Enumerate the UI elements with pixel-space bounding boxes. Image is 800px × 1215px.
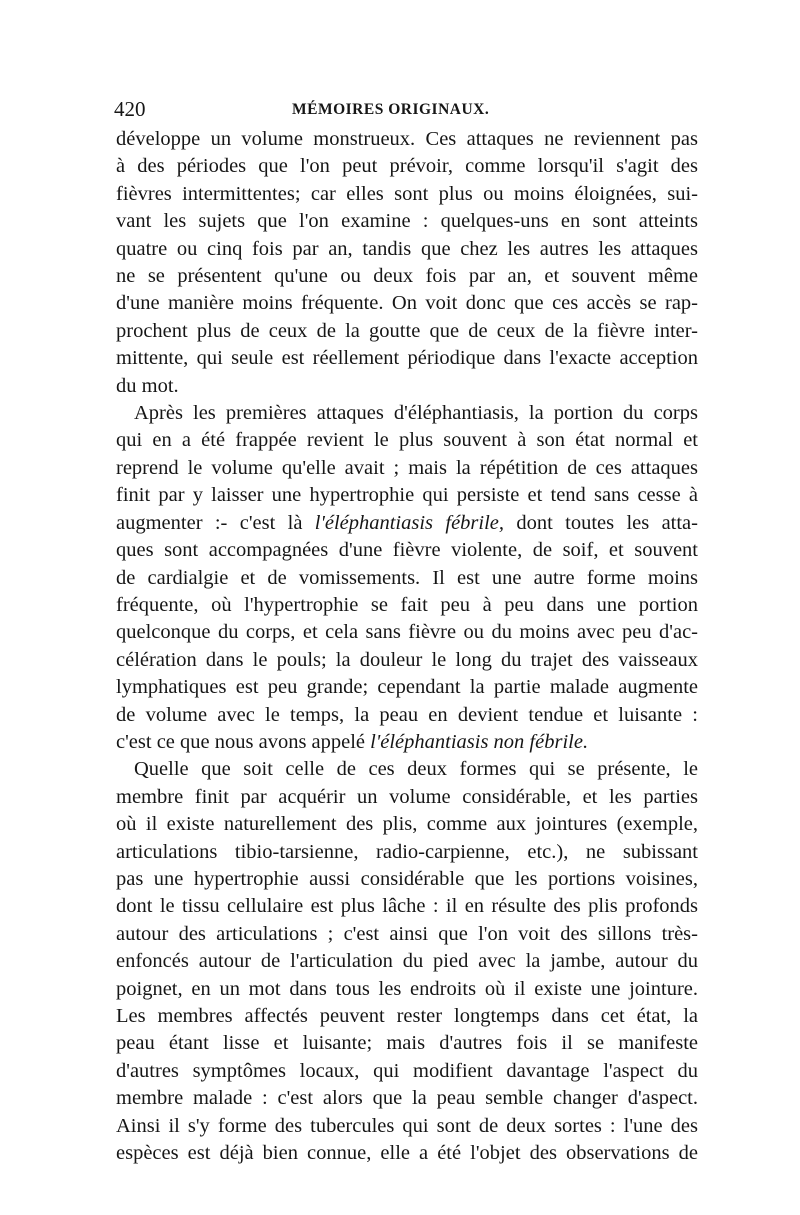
text-run: dont toutes les atta- — [504, 511, 698, 534]
body-text — [116, 126, 698, 1167]
text-line: ques sont accompagnées d'une fièvre violente, de soif, et souvent — [116, 539, 698, 562]
text-line: prochent plus de ceux de la goutte que de ceux de la fièvre inter- — [116, 319, 698, 342]
text-line: mittente, qui seule est réellement périodique dans l'exacte acception — [116, 347, 698, 370]
text-line: ne se présentent qu'une ou deux fois par an, et souvent même — [116, 265, 698, 288]
text-line: d'autres symptômes locaux, qui modifient davantage l'aspect du — [116, 1059, 698, 1082]
paragraph-2 — [116, 400, 698, 756]
text-line: Quelle que soit celle de ces deux formes qui se présente, le — [134, 758, 698, 781]
text-line — [116, 510, 698, 537]
text-line: de cardialgie et de vomissements. Il est une autre forme moins — [116, 566, 698, 589]
paragraph-3 — [116, 756, 698, 1167]
text-line: membre finit par acquérir un volume considérable, et les parties — [116, 785, 698, 808]
running-title: MÉMOIRES ORIGINAUX. — [292, 101, 490, 118]
text-line: qui en a été frappée revient le plus souvent à son état normal et — [116, 429, 698, 452]
text-line: espèces est déjà bien connue, elle a été l'objet des observations de — [116, 1142, 698, 1165]
text-line: articulations tibio-tarsienne, radio-carpienne, etc.), ne subissant — [116, 840, 698, 863]
text-line: d'une manière moins fréquente. On voit donc que ces accès se rap- — [116, 292, 698, 315]
text-line: membre malade : c'est alors que la peau semble changer d'aspect. — [116, 1087, 698, 1110]
italic-term: l'éléphantiasis fébrile, — [314, 511, 505, 534]
text-line: Après les premières attaques d'éléphantiasis, la portion du corps — [134, 402, 698, 425]
text-line: quatre ou cinq fois par an, tandis que chez les autres les attaques — [116, 237, 698, 260]
text-line: développe un volume monstrueux. Ces attaques ne reviennent pas — [116, 128, 698, 150]
text-line: du mot. — [116, 374, 179, 397]
text-line: quelconque du corps, et cela sans fièvre ou du moins avec peu d'ac- — [116, 621, 698, 644]
text-line: vant les sujets que l'on examine : quelques-uns en sont atteints — [116, 210, 698, 233]
text-line: Les membres affectés peuvent rester longtemps dans cet état, la — [116, 1005, 698, 1027]
text-run: augmenter :- c'est là — [116, 511, 315, 534]
text-line: finit par y laisser une hypertrophie qui persiste et tend sans cesse à — [116, 484, 698, 507]
text-line: enfoncés autour de l'articulation du pied avec la jambe, autour du — [116, 950, 698, 973]
text-line: dont le tissu cellulaire est plus lâche : il en résulte des plis profonds — [116, 895, 698, 918]
text-line: autour des articulations ; c'est ainsi que l'on voit des sillons très- — [116, 922, 698, 945]
text-line: peau étant lisse et luisante; mais d'autres fois il se manifeste — [116, 1032, 698, 1055]
text-line: célération dans le pouls; la douleur le long du trajet des vaisseaux — [116, 648, 698, 671]
text-line: Ainsi il s'y forme des tubercules qui sont de deux sortes : l'une des — [116, 1114, 698, 1137]
text-line: fréquente, où l'hypertrophie se fait peu à peu dans une portion — [116, 593, 698, 616]
running-head — [114, 96, 694, 122]
text-line: lymphatiques est peu grande; cependant la partie malade augmente — [116, 676, 698, 699]
text-line: fièvres intermittentes; car elles sont plus ou moins éloignées, sui- — [116, 182, 698, 205]
text-line: de volume avec le temps, la peau en devient tendue et luisante : — [116, 703, 698, 726]
paragraph-1 — [116, 126, 698, 400]
text-line: reprend le volume qu'elle avait ; mais la répétition de ces attaques — [116, 456, 698, 479]
text-line: poignet, en un mot dans tous les endroits où il existe une jointure. — [116, 977, 698, 1000]
text-line — [116, 729, 698, 756]
text-run: c'est ce que nous avons appelé — [116, 730, 371, 753]
italic-term: l'éléphantiasis non fébrile. — [370, 730, 589, 753]
text-line: où il existe naturellement des plis, comme aux jointures (exemple, — [116, 813, 698, 836]
text-line: à des périodes que l'on peut prévoir, comme lorsqu'il s'agit des — [116, 155, 698, 178]
page-number: 420 — [114, 97, 146, 121]
text-line: pas une hypertrophie aussi considérable que les portions voisines, — [116, 867, 698, 890]
